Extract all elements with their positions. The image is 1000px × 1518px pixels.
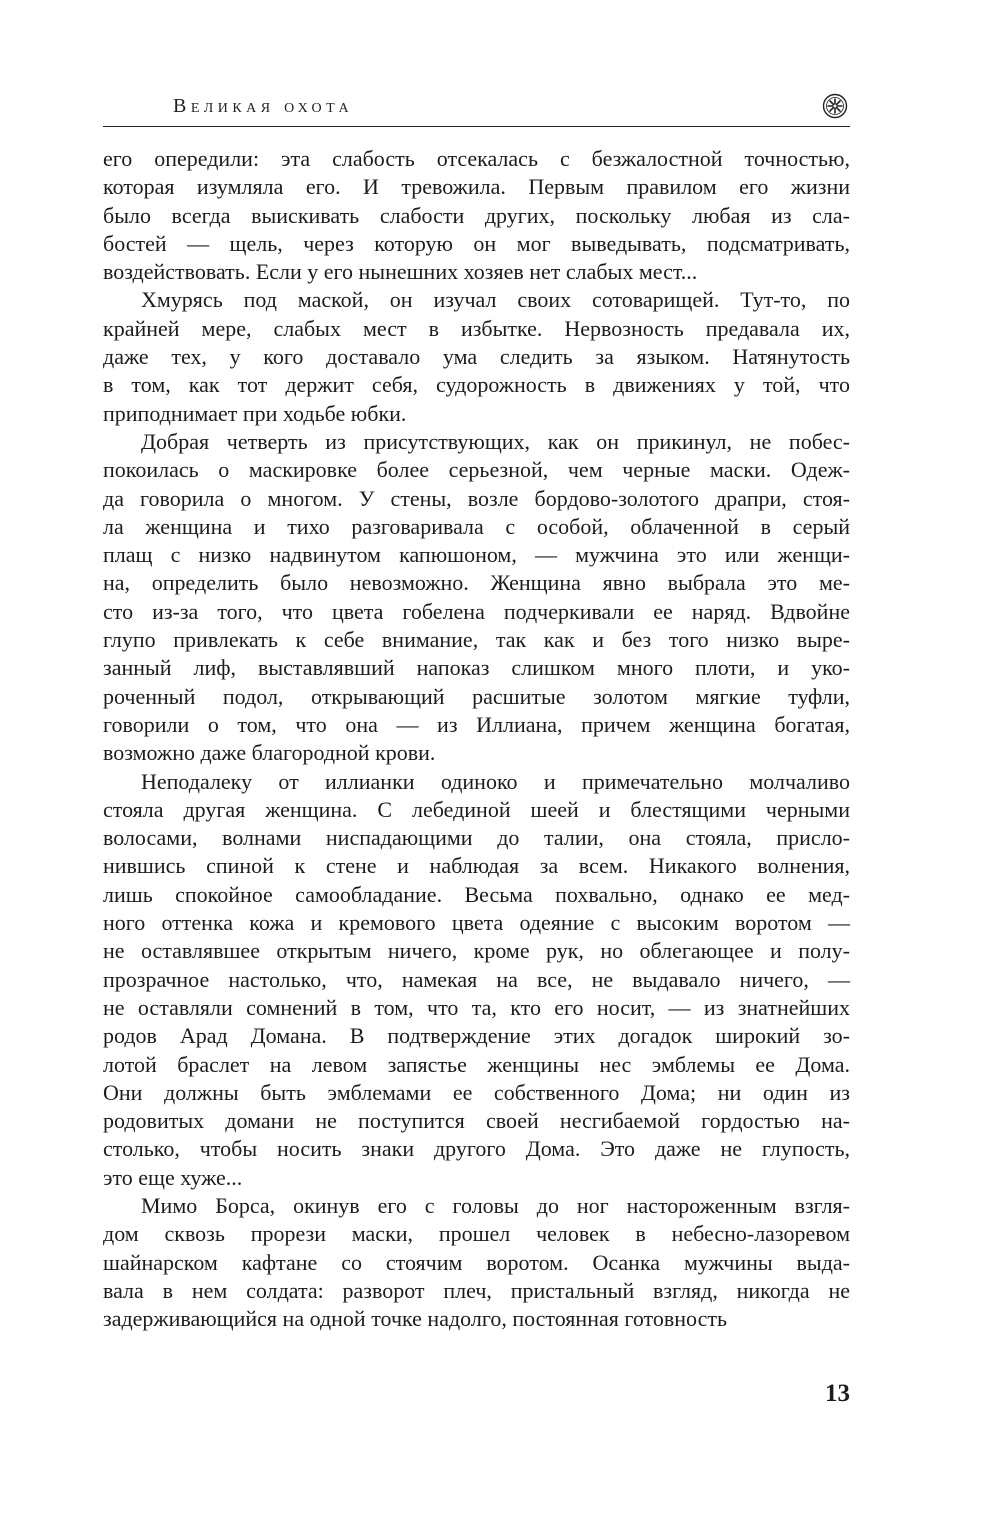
text-line: не оставляли сомнений в том, что та, кто его носит, — из знатнейших [103,994,850,1020]
text-line: стояла другая женщина. С лебединой шеей и блестящими черными [103,796,850,822]
text-line: говорили о том, что она — из Иллиана, причем женщина богатая, [103,711,850,737]
text-line: волосами, волнами ниспадающими до талии, она стояла, присло- [103,825,850,851]
paragraph [103,1192,850,1333]
text-line: родовитых домани не поступится своей несгибаемой гордостью на- [103,1108,850,1134]
text-line: бостей — щель, через которую он мог выведывать, подсматривать, [103,230,850,256]
text-line: лотой браслет на левом запястье женщины нес эмблемы ее Дома. [103,1051,850,1077]
text-line: ла женщина и тихо разговаривала с особой, облаченной в серый [103,513,850,539]
body-text [103,145,850,1333]
text-line: покоилась о маскировке более серьезной, чем черные маски. Одеж- [103,457,850,483]
text-line: роченный подол, открывающий расшитые золотом мягкие туфли, [103,683,850,709]
text-line: Они должны быть эмблемами ее собственного Дома; ни один из [103,1079,850,1105]
text-line: да говорила о многом. У стены, возле бордово-золотого драпри, стоя- [103,485,850,511]
paragraph [103,428,850,768]
text-line: родов Арад Домана. В подтверждение этих догадок широкий зо- [103,1023,850,1049]
running-head [103,88,850,127]
text-line: ного оттенка кожа и кремового цвета одеяние с высоким воротом — [103,910,850,936]
text-line: его опередили: эта слабость отсекалась с безжалостной точностью, [103,146,850,171]
text-line: Хмурясь под маской, он изучал своих сотоварищей. Тут-то, по [141,287,850,313]
text-line: вала в нем солдата: разворот плеч, пристальный взгляд, никогда не [103,1277,850,1303]
text-line: шайнарском кафтане со стоячим воротом. Осанка мужчины выда- [103,1249,850,1275]
text-line: сто из-за того, что цвета гобелена подчеркивали ее наряд. Вдвойне [103,598,850,624]
text-line: даже тех, у кого доставало ума следить за языком. Натянутость [103,344,850,370]
text-line: крайней мере, слабых мест в избытке. Нервозность предавала их, [103,315,850,341]
text-line: плащ с низко надвинутом капюшоном, — мужчина это или женщи- [103,542,850,568]
running-head-title: Великая охота [173,95,354,117]
paragraph [103,768,850,1192]
text-line: столько, чтобы носить знаки другого Дома. Это даже не глупость, [103,1136,850,1162]
paragraph [103,145,850,286]
text-line: занный лиф, выставлявший напоказ слишком много плоти, и уко- [103,655,850,681]
text-line: было всегда выискивать слабости других, поскольку любая из сла- [103,202,850,228]
text-line: нившись спиной к стене и наблюдая за всем. Никакого волнения, [103,853,850,879]
paragraph [103,286,850,427]
text-line: задерживающийся на одной точке надолго, постоянная готовность [103,1306,727,1332]
text-line: на, определить было невозможно. Женщина явно выбрала это ме- [103,570,850,596]
text-line: которая изумляла его. И тревожила. Первым правилом его жизни [103,174,850,200]
page-number: 13 [825,1380,850,1407]
text-line: глупо привлекать к себе внимание, так как и без того низко выре- [103,627,850,653]
rosette-icon [822,93,848,119]
text-line: Мимо Борса, окинув его с головы до ног настороженным взгля- [141,1192,850,1218]
text-line: возможно даже благородной крови. [103,740,436,766]
text-line: воздействовать. Если у его нынешних хозяев нет слабых мест... [103,259,698,285]
text-line: Добрая четверть из присутствующих, как он прикинул, не побес- [141,428,850,454]
text-line: это еще хуже... [103,1164,243,1190]
text-line: дом сквозь прорези маски, прошел человек в небесно-лазоревом [103,1221,850,1247]
text-line: лишь спокойное самообладание. Весьма похвально, однако ее мед- [103,881,850,907]
text-line: не оставлявшее открытым ничего, кроме рук, но облегающее и полу- [103,938,850,964]
text-line: прозрачное настолько, что, намекая на все, не выдавало ничего, — [103,966,850,992]
text-line: Неподалеку от иллианки одиноко и примечательно молчаливо [141,768,850,794]
text-line: приподнимает при ходьбе юбки. [103,400,407,426]
text-line: в том, как тот держит себя, судорожность в движениях у той, что [103,372,850,398]
